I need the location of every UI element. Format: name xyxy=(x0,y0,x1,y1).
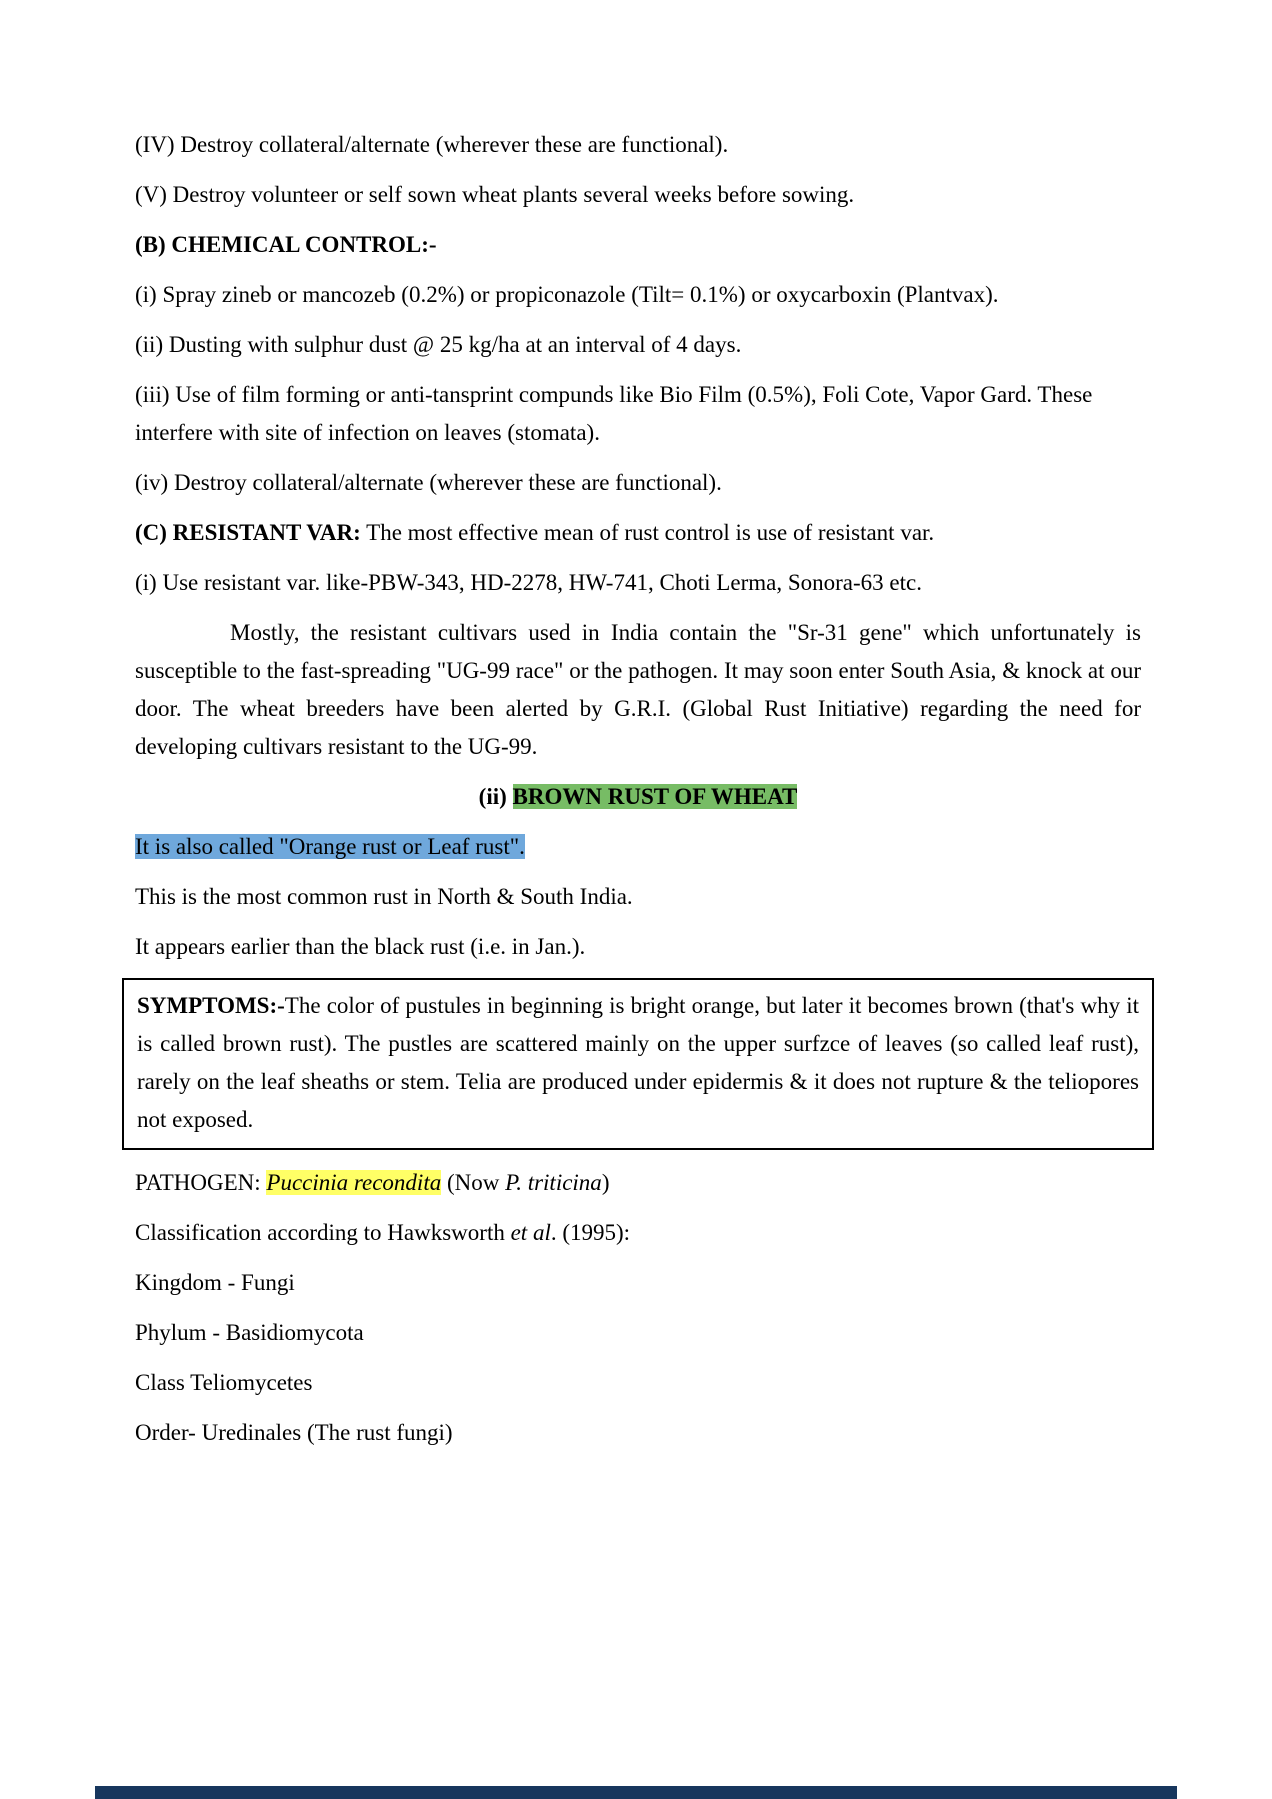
pathogen-close-paren: ) xyxy=(601,1170,610,1195)
resistant-var-item-i: (i) Use resistant var. like-PBW-343, HD-2278, HW-741, Choti Lerma, Sonora-63 etc. xyxy=(135,570,922,595)
symptoms-label: SYMPTOMS:- xyxy=(137,993,285,1018)
chemical-item-ii: (ii) Dusting with sulphur dust @ 25 kg/ha at an interval of 4 days. xyxy=(135,332,742,357)
symptoms-paragraph xyxy=(137,987,1145,1139)
chemical-item-iii: (iii) Use of film forming or anti-tansprint compunds like Bio Film (0.5%), Foli Cote, Vapor Gard. These interfere with site of infection on leaves (stomata). xyxy=(135,382,1099,445)
brown-rust-heading-number: (ii) xyxy=(478,784,513,809)
class-line: Class Teliomycetes xyxy=(135,1370,313,1395)
pathogen-label: PATHOGEN: xyxy=(135,1170,267,1195)
chemical-control-heading: (B) CHEMICAL CONTROL:- xyxy=(135,232,437,257)
pathogen-synonym: P. triticina xyxy=(505,1170,602,1195)
kingdom-line: Kingdom - Fungi xyxy=(135,1270,295,1295)
also-called-text: It is also called "Orange rust or Leaf rust". xyxy=(135,834,525,859)
symptoms-box xyxy=(122,978,1154,1150)
resistant-var-text: The most effective mean of rust control is use of resistant var. xyxy=(360,520,935,545)
classification-etal: et al xyxy=(510,1220,551,1245)
document-page xyxy=(135,126,1147,1464)
classification-pre: Classification according to Hawksworth xyxy=(135,1220,511,1245)
paragraph-destroy-volunteer-v: (V) Destroy volunteer or self sown wheat plants several weeks before sowing. xyxy=(135,182,855,207)
chemical-item-iv: (iv) Destroy collateral/alternate (wherever these are functional). xyxy=(135,470,722,495)
pathogen-line xyxy=(135,1164,1141,1202)
mostly-paragraph: Mostly, the resistant cultivars used in India contain the "Sr-31 gene" which unfortunately is susceptible to the fast-spreading "UG-99 race" or the pathogen. It may soon enter South Asia, & knock at our door. The wheat breeders have been alerted by G.R.I. (Global Rust Initiative) regarding the need for developing cultivars resistant to the UG-99. xyxy=(135,620,1147,759)
also-called-line xyxy=(135,828,1141,866)
symptoms-text: The color of pustules in beginning is bright orange, but later it becomes brown (that's why it is called brown rust). The pustles are scattered mainly on the upper surfzce of leaves (so called leaf rust), rarely on the leaf sheaths or stem. Telia are produced under epidermis & it does not rupture & the teliopores not exposed. xyxy=(137,993,1145,1132)
resistant-var-line xyxy=(135,514,1141,552)
brown-rust-heading-line xyxy=(135,778,1141,816)
paragraph-destroy-collateral-iv: (IV) Destroy collateral/alternate (wherever these are functional). xyxy=(135,132,729,157)
most-common-line: This is the most common rust in North & South India. xyxy=(135,884,633,909)
next-table-top-edge-bar xyxy=(95,1786,1177,1799)
resistant-var-label: (C) RESISTANT VAR: xyxy=(135,520,361,545)
classification-post: . (1995): xyxy=(550,1220,631,1245)
brown-rust-heading-title: BROWN RUST OF WHEAT xyxy=(512,784,798,809)
pathogen-name: Puccinia recondita xyxy=(266,1170,442,1195)
appears-earlier-line: It appears earlier than the black rust (i.e. in Jan.). xyxy=(135,934,586,959)
classification-line xyxy=(135,1214,1141,1252)
phylum-line: Phylum - Basidiomycota xyxy=(135,1320,364,1345)
pathogen-now-open: (Now xyxy=(441,1170,506,1195)
chemical-item-i: (i) Spray zineb or mancozeb (0.2%) or propiconazole (Tilt= 0.1%) or oxycarboxin (Plantvax). xyxy=(135,282,999,307)
order-line: Order- Uredinales (The rust fungi) xyxy=(135,1420,453,1445)
